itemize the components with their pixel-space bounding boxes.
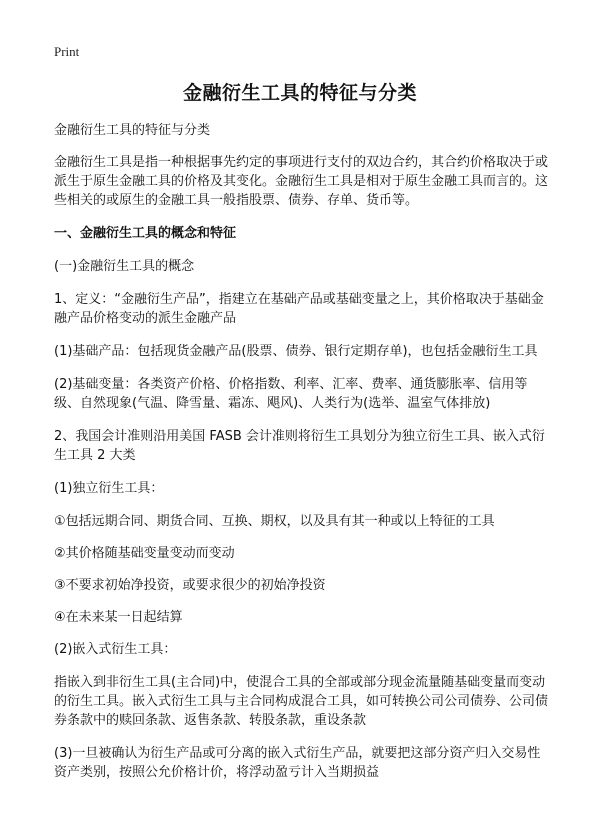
definition-paragraph: 1、定义：“金融衍生产品”，指建立在基础产品或基础变量之上，其价格取决于基础金融产品价格变动的派生金融产品	[54, 292, 544, 326]
embedded-derivative-heading: (2)嵌入式衍生工具：	[54, 642, 177, 657]
list-item: ②其价格随基础变量变动而变动	[54, 546, 235, 561]
subsection-heading: (一)金融衍生工具的概念	[54, 259, 195, 274]
classification-paragraph: 2、我国会计准则沿用美国 FASB 会计准则将衍生工具划分为独立衍生工具、嵌入式衍生工具 2 大类	[54, 429, 545, 463]
list-item: ④在未来某一日起结算	[54, 610, 183, 625]
base-variable-paragraph: (2)基础变量：各类资产价格、价格指数、利率、汇率、费率、通货膨胀率、信用等级、自然现象(气温、降雪量、霜冻、飓风)、人类行为(选举、温室气体排放)	[54, 377, 528, 411]
page-title: 金融衍生工具的特征与分类	[182, 82, 417, 104]
list-item: ①包括远期合同、期货合同、互换、期权，以及具有其一种或以上特征的工具	[54, 514, 495, 529]
embedded-derivative-paragraph: 指嵌入到非衍生工具(主合同)中，使混合工具的全部或部分现金流量随基础变量而变动的衍生工具。嵌入式衍生工具与主合同构成混合工具，如可转换公司公司债券、公司债券条款中的赎回条款、返售条款、转股条款，重设条款	[54, 675, 549, 728]
standalone-derivative-heading: (1)独立衍生工具：	[54, 481, 164, 496]
recognition-paragraph: (3)一旦被确认为衍生产品或可分离的嵌入式衍生产品，就要把这部分资产归入交易性资产类别，按照公允价格计价，将浮动盈亏计入当期损益	[54, 746, 541, 780]
article-body	[54, 121, 548, 796]
article-subtitle: 金融衍生工具的特征与分类	[54, 123, 211, 138]
section-heading: 一、金融衍生工具的概念和特征	[54, 226, 237, 241]
base-product-paragraph: (1)基础产品：包括现货金融产品(股票、债券、银行定期存单)，也包括金融衍生工具	[54, 344, 538, 359]
print-link[interactable]: Print	[54, 44, 80, 59]
list-item: ③不要求初始净投资，或要求很少的初始净投资	[54, 578, 326, 593]
intro-paragraph: 金融衍生工具是指一种根据事先约定的事项进行支付的双边合约，其合约价格取决于或派生于原生金融工具的价格及其变化。金融衍生工具是相对于原生金融工具而言的。这些相关的或原生的金融工具一般指股票、债券、存单、货币等。	[54, 155, 549, 208]
